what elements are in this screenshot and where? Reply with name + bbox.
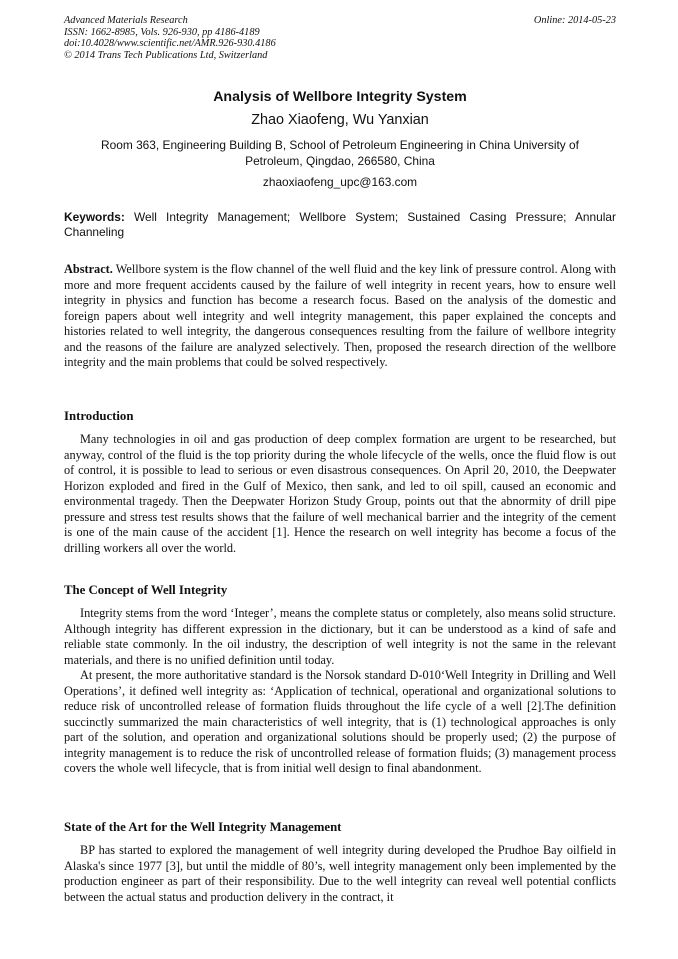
section-heading-state-of-art: State of the Art for the Well Integrity Management bbox=[64, 820, 342, 834]
abstract-block bbox=[64, 262, 616, 371]
keywords-label: Keywords: bbox=[64, 210, 125, 224]
online-date: Online: 2014-05-23 bbox=[533, 15, 616, 26]
paper-authors: Zhao Xiaofeng, Wu Yanxian bbox=[251, 112, 429, 128]
abstract-text: Wellbore system is the flow channel of the well fluid and the key link of pressure control. Along with more and more frequent accidents caused by the failure of well integrity in recent years, how to ensure well integrity in physics and function has become a research focus. Based on the analysis of the domestic and foreign papers about well integrity and well integrity management, this paper explained the concepts and histories related to well integrity, the dangerous consequences resulting from the failure of wellbore integrity and the reasons of the failure are analyzed selectively. Then, proposed the research direction of the wellbore integrity and the main problems that could be solved respectively. bbox=[64, 262, 616, 369]
doi-link[interactable]: doi:10.4028/www.scientific.net/AMR.926-930.4186 bbox=[64, 38, 276, 50]
journal-name: Advanced Materials Research bbox=[64, 15, 188, 26]
author-email[interactable]: zhaoxiaofeng_upc@163.com bbox=[262, 175, 418, 189]
paper-title: Analysis of Wellbore Integrity System bbox=[213, 89, 467, 105]
issn-line: ISSN: 1662-8985, Vols. 926-930, pp 4186-4189 bbox=[64, 26, 260, 38]
section-heading-concept: The Concept of Well Integrity bbox=[64, 583, 228, 597]
keywords-text: Well Integrity Management; Wellbore System; Sustained Casing Pressure; Annular Channeling bbox=[64, 210, 616, 239]
section-body-state-of-art bbox=[64, 843, 616, 905]
paragraph: Integrity stems from the word ‘Integer’, means the complete status or completely, also means solid structure. Although integrity has different expression in the dictionary, but it can be understood as a kind of safe and reliable state commonly. In the oil industry, the description of well integrity is not the same in the relevant materials, and there is no unified definition until today. bbox=[64, 606, 616, 667]
section-body-concept bbox=[64, 606, 616, 777]
paragraph: Many technologies in oil and gas production of deep complex formation are urgent to be researched, but anyway, control of the fluid is the top priority during the whole lifecycle of the wells, once the fluid flow is out of control, it is possible to lead to serious or even disastrous consequences. On April 20, 2010, the Deepwater Horizon exploded and fired in the Gulf of Mexico, then sank, and led to oil spill, caused an economic and environmental tragedy. Then the Deepwater Horizon Study Group, points out that the abnormity of drill pipe pressure and stress test results shows that the failure of well mechanical barrier and the integrity of the cement is one of the main cause of the accident [1]. Hence the research on well integrity has become a focus of the drilling workers all over the world. bbox=[64, 432, 616, 555]
running-header bbox=[64, 15, 616, 61]
author-affiliation: Room 363, Engineering Building B, School of Petroleum Engineering in China University of Petroleum, Qingdao, 266580, China bbox=[101, 138, 579, 168]
copyright-line: © 2014 Trans Tech Publications Ltd, Switzerland bbox=[64, 49, 268, 61]
section-heading-introduction: Introduction bbox=[64, 409, 134, 423]
abstract-label: Abstract. bbox=[64, 262, 113, 276]
paragraph: At present, the more authoritative standard is the Norsok standard D-010‘Well Integrity in Drilling and Well Operations’, it defined well integrity as: ‘Application of technical, operational and organizational solutions to reduce risk of uncontrolled release of formation fluids throughout the life cycle of a well [2].The definition succinctly summarized the main characteristics of well integrity, that is (1) technological approaches is only part of the solution, and operation and organizational solutions should be properly used; (2) the purpose of integrity management is to reduce the risk of uncontrolled release of formation fluids; (3) management process covers the whole well lifecycle, that is from initial well design to final abandonment. bbox=[64, 668, 616, 775]
keywords-block bbox=[64, 210, 616, 239]
paragraph: BP has started to explored the management of well integrity during developed the Prudhoe Bay oilfield in Alaska's since 1977 [3], but until the middle of 80’s, well integrity management only been implemented by the production engineer as part of their responsibility. Due to the well integrity can reveal well potential conflicts between the actual status and production delivery in the contract, it bbox=[64, 843, 616, 904]
section-body-introduction bbox=[64, 432, 616, 556]
